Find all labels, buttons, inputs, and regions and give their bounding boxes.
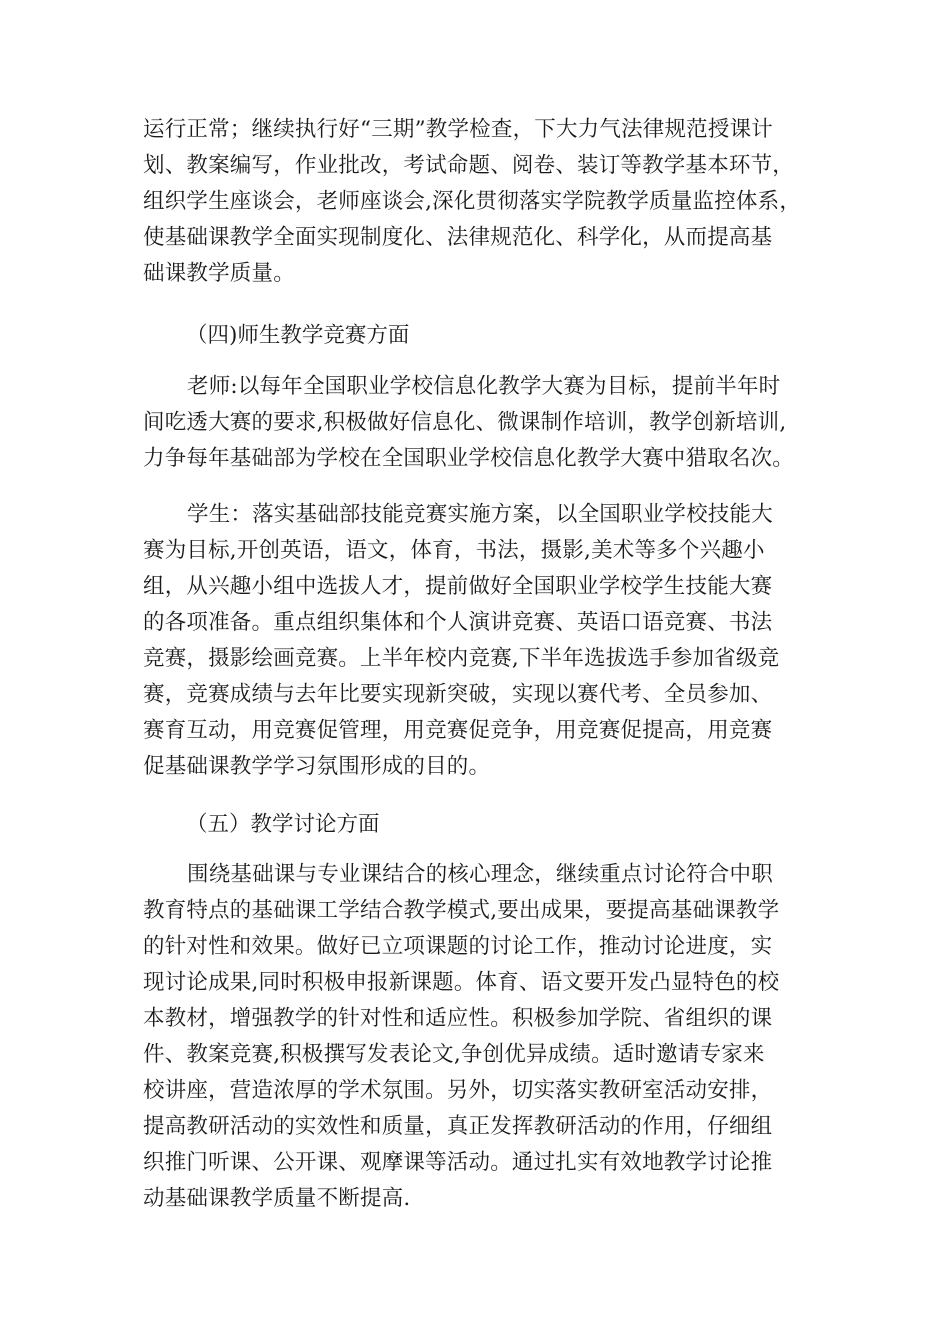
text-line: 的针对性和效果。做好已立项课题的讨论工作，推动讨论进度，实 bbox=[143, 934, 773, 959]
text-line: 学生：落实基础部技能竞赛实施方案，以全国职业学校技能大 bbox=[187, 502, 773, 527]
section-heading-4 bbox=[186, 318, 866, 354]
text-line: 竞赛，摄影绘画竞赛。上半年校内竞赛,下半年选拔选手参加省级竞 bbox=[143, 646, 780, 671]
paragraph-research bbox=[143, 857, 823, 1217]
text-line: 的各项准备。重点组织集体和个人演讲竞赛、英语口语竞赛、书法 bbox=[143, 610, 773, 635]
text-line: 运行正常；继续执行好“三期”教学检查，下大力气法律规范授课计 bbox=[143, 117, 773, 142]
paragraph-teacher bbox=[143, 369, 823, 477]
text-line: 围绕基础课与专业课结合的核心理念，继续重点讨论符合中职 bbox=[187, 862, 773, 887]
text-line: 现讨论成果,同时积极申报新课题。体育、语文要开发凸显特色的校 bbox=[143, 970, 780, 995]
text-line: 赛，竞赛成绩与去年比要实现新突破，实现以赛代考、全员参加、 bbox=[143, 682, 773, 707]
paragraph-intro bbox=[143, 112, 823, 292]
text-line: 本教材，增强教学的针对性和适应性。积极参加学院、省组织的课 bbox=[143, 1006, 773, 1031]
heading-text: （四)师生教学竞赛方面 bbox=[186, 323, 410, 348]
section-heading-5 bbox=[186, 807, 866, 843]
text-line: 赛育互动，用竞赛促管理，用竞赛促竞争，用竞赛促提高，用竞赛 bbox=[143, 718, 773, 743]
text-line: 促基础课教学学习氛围形成的目的。 bbox=[143, 754, 491, 779]
text-line: 教育特点的基础课工学结合教学模式,要出成果，要提高基础课教学 bbox=[143, 898, 780, 923]
text-line: 动基础课教学质量不断提高. bbox=[143, 1186, 411, 1211]
heading-text: （五）教学讨论方面 bbox=[186, 812, 380, 837]
text-line: 使基础课教学全面实现制度化、法律规范化、科学化，从而提高基 bbox=[143, 225, 773, 250]
text-line: 老师:以每年全国职业学校信息化教学大赛为目标，提前半年时 bbox=[187, 374, 781, 399]
text-line: 赛为目标,开创英语，语文，体育，书法，摄影,美术等多个兴趣小 bbox=[143, 538, 765, 563]
text-line: 件、教案竞赛,积极撰写发表论文,争创优异成绩。适时邀请专家来 bbox=[143, 1042, 765, 1067]
text-line: 划、教案编写，作业批改，考试命题、阅卷、装订等教学基本环节， bbox=[143, 153, 795, 178]
text-line: 校讲座，营造浓厚的学术氛围。另外，切实落实教研室活动安排， bbox=[143, 1078, 773, 1103]
text-line: 织推门听课、公开课、观摩课等活动。通过扎实有效地教学讨论推 bbox=[143, 1150, 773, 1175]
text-line: 提高教研活动的实效性和质量，真正发挥教研活动的作用，仔细组 bbox=[143, 1114, 773, 1139]
text-line: 础课教学质量。 bbox=[143, 261, 295, 286]
text-line: 力争每年基础部为学校在全国职业学校信息化教学大赛中猎取名次。 bbox=[143, 446, 795, 471]
text-line: 间吃透大赛的要求,积极做好信息化、微课制作培训，教学创新培训, bbox=[143, 410, 787, 435]
text-line: 组织学生座谈会，老师座谈会,深化贯彻落实学院教学质量监控体系， bbox=[143, 189, 802, 214]
paragraph-student bbox=[143, 497, 823, 785]
text-line: 组，从兴趣小组中选拔人才，提前做好全国职业学校学生技能大赛 bbox=[143, 574, 773, 599]
